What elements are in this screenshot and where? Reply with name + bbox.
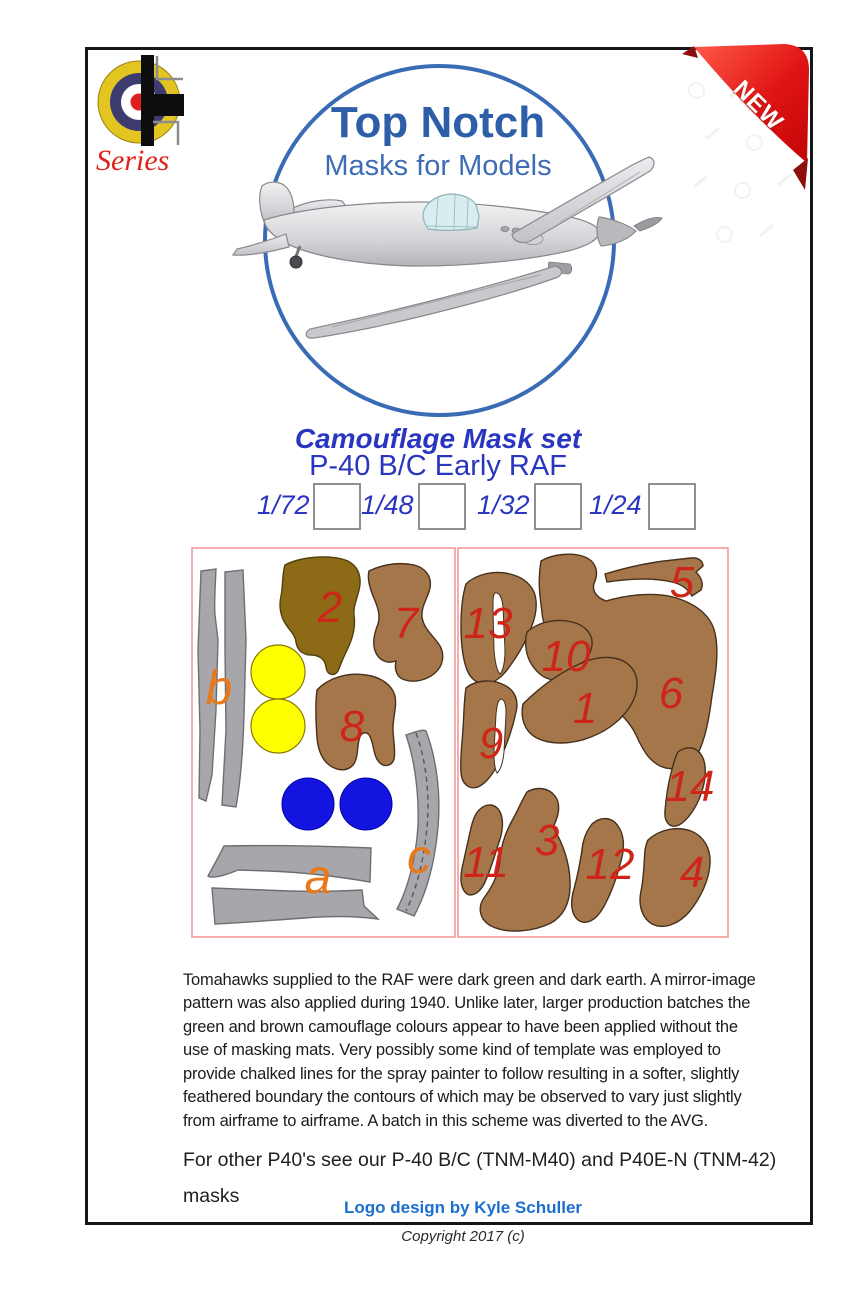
mask-disc-blue-1 [282, 778, 334, 830]
propeller-blade [634, 217, 662, 231]
mask-disc-blue-2 [340, 778, 392, 830]
near-wing-line [332, 275, 540, 327]
mask-piece-label: 2 [317, 583, 343, 632]
scale-checkbox-1-32[interactable] [534, 483, 582, 530]
near-tailplane [233, 234, 289, 255]
far-wing-line [560, 172, 640, 222]
other-masks-note-line1: For other P40's see our P-40 B/C (TNM-M40) and P40E-N (TNM-42) [183, 1149, 777, 1171]
mask-piece-label: 8 [339, 702, 365, 751]
scale-label-1-32: 1/32 [477, 490, 530, 520]
scale-checkbox-1-48[interactable] [418, 483, 466, 530]
spinner [597, 217, 636, 246]
ribbon-fold-bottom [793, 158, 808, 190]
mask-strip-label: c [407, 831, 431, 884]
mask-piece-label: 4 [679, 848, 705, 897]
watermark-icon [716, 226, 733, 243]
canopy [423, 194, 479, 230]
mask-strip-label: b [205, 662, 233, 715]
scale-checkbox-1-72[interactable] [313, 483, 361, 530]
logo-credit: Logo design by Kyle Schuller [343, 1198, 583, 1217]
scale-checkbox-1-24[interactable] [648, 483, 696, 530]
exhaust-stub [501, 227, 509, 232]
mask-strip-label: a [304, 851, 332, 904]
description-paragraph: Tomahawks supplied to the RAF were dark green and dark earth. A mirror-image pattern was also applied during 1940. Unlike later, larger production batches the green and brown camouflage colours appear to have been applied without the use of masking mats. Very possibly some kind of template was employed to provide chalked lines for the spray painter to follow resulting in a softer, slightly feathered boundary the contours of which may be observed to vary just slightly from airframe to airframe. A batch in this scheme was diverted to the AVG. [183, 970, 756, 1131]
mask-piece-label: 14 [665, 762, 715, 811]
mask-piece-label: 6 [658, 669, 684, 718]
mask-piece-label: 3 [534, 816, 560, 865]
mask-disc-yellow-2 [251, 699, 305, 753]
series-label: Series [96, 144, 170, 177]
mask-piece-label: 13 [463, 599, 513, 648]
mask-piece-label: 11 [463, 838, 509, 887]
product-name-title: P-40 B/C Early RAF [309, 450, 567, 482]
mask-piece-label: 10 [541, 632, 591, 681]
scale-label-1-72: 1/72 [257, 490, 310, 520]
set-type-title: Camouflage Mask set [294, 423, 582, 454]
mask-sheets [188, 544, 734, 942]
new-badge-label: NEW [727, 75, 789, 137]
brand-subtitle: Masks for Models [324, 150, 552, 182]
brand-title: Top Notch [330, 98, 546, 147]
copyright-notice: Copyright 2017 (c) [401, 1228, 525, 1245]
mask-piece-label: 9 [478, 719, 504, 768]
series-roundel-logo [90, 49, 195, 151]
scale-label-1-48: 1/48 [361, 490, 414, 520]
mask-piece-label: 1 [572, 684, 598, 733]
near-wing [306, 266, 561, 338]
aircraft-illustration [228, 150, 668, 350]
mask-piece-label: 5 [669, 558, 695, 607]
mask-disc-yellow-1 [251, 645, 305, 699]
other-masks-note-line2: masks [183, 1185, 240, 1207]
new-ribbon [678, 38, 814, 198]
mask-piece-label: 12 [585, 840, 635, 889]
mask-piece-label: 7 [393, 599, 419, 648]
scale-label-1-24: 1/24 [589, 490, 642, 520]
tailwheel [290, 256, 302, 268]
cross-vertical-bar [141, 55, 154, 146]
cross-arm [154, 94, 184, 116]
